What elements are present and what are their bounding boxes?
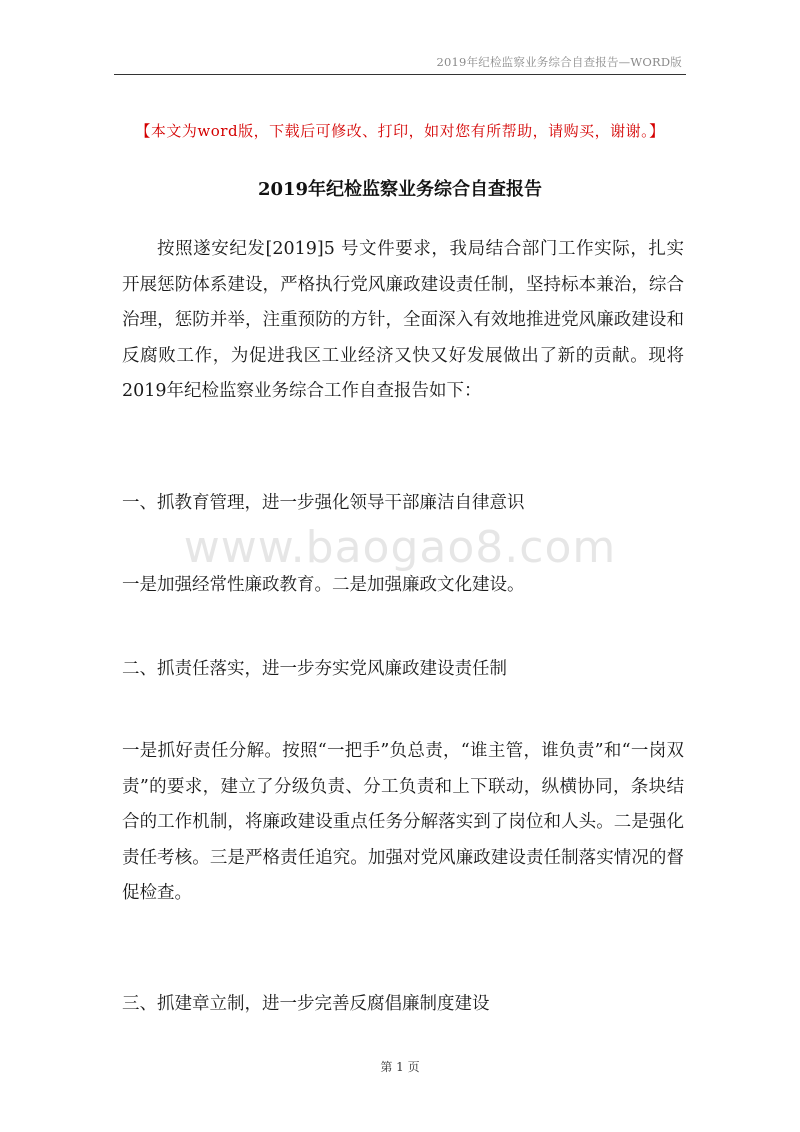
document-title: 2019年纪检监察业务综合自查报告: [257, 179, 543, 200]
section-2-heading: 二、抓责任落实，进一步夯实党风廉政建设责任制: [122, 659, 507, 679]
section-3-heading: 三、抓建章立制，进一步完善反腐倡廉制度建设: [122, 994, 490, 1014]
header-divider: [114, 74, 686, 75]
intro-paragraph: 按照遂安纪发[2019]5 号文件要求，我局结合部门工作实际，扎实开展惩防体系建设，严格执行党风廉政建设责任制，坚持标本兼治，综合治理，惩防并举，注重预防的方针，全面深入有效地推进党风廉政建设和反腐败工作，为促进我区工业经济又快又好发展做出了新的贡献。现将2019年纪检监察业务综合工作自查报告如下：: [122, 239, 684, 401]
section-1-body: 一是加强经常性廉政教育。二是加强廉政文化建设。: [122, 575, 525, 595]
page-number: 第 1 页: [380, 1060, 420, 1074]
running-header: 2019年纪检监察业务综合自查报告—WORD版: [436, 55, 682, 69]
section-1-heading: 一、抓教育管理，进一步强化领导干部廉洁自律意识: [122, 493, 525, 513]
purchase-notice: 【本文为word版，下载后可修改、打印，如对您有所帮助，请购买，谢谢。】: [135, 122, 665, 140]
section-2-body: 一是抓好责任分解。按照“一把手”负总责，“谁主管，谁负责”和“一岗双责”的要求，建立了分级负责、分工负责和上下联动，纵横协同，条块结合的工作机制，将廉政建设重点任务分解落实到了岗位和人头。二是强化责任考核。三是严格责任追究。加强对党风廉政建设责任制落实情况的督促检查。: [122, 741, 684, 903]
watermark: www.baogao8.com: [183, 522, 617, 573]
